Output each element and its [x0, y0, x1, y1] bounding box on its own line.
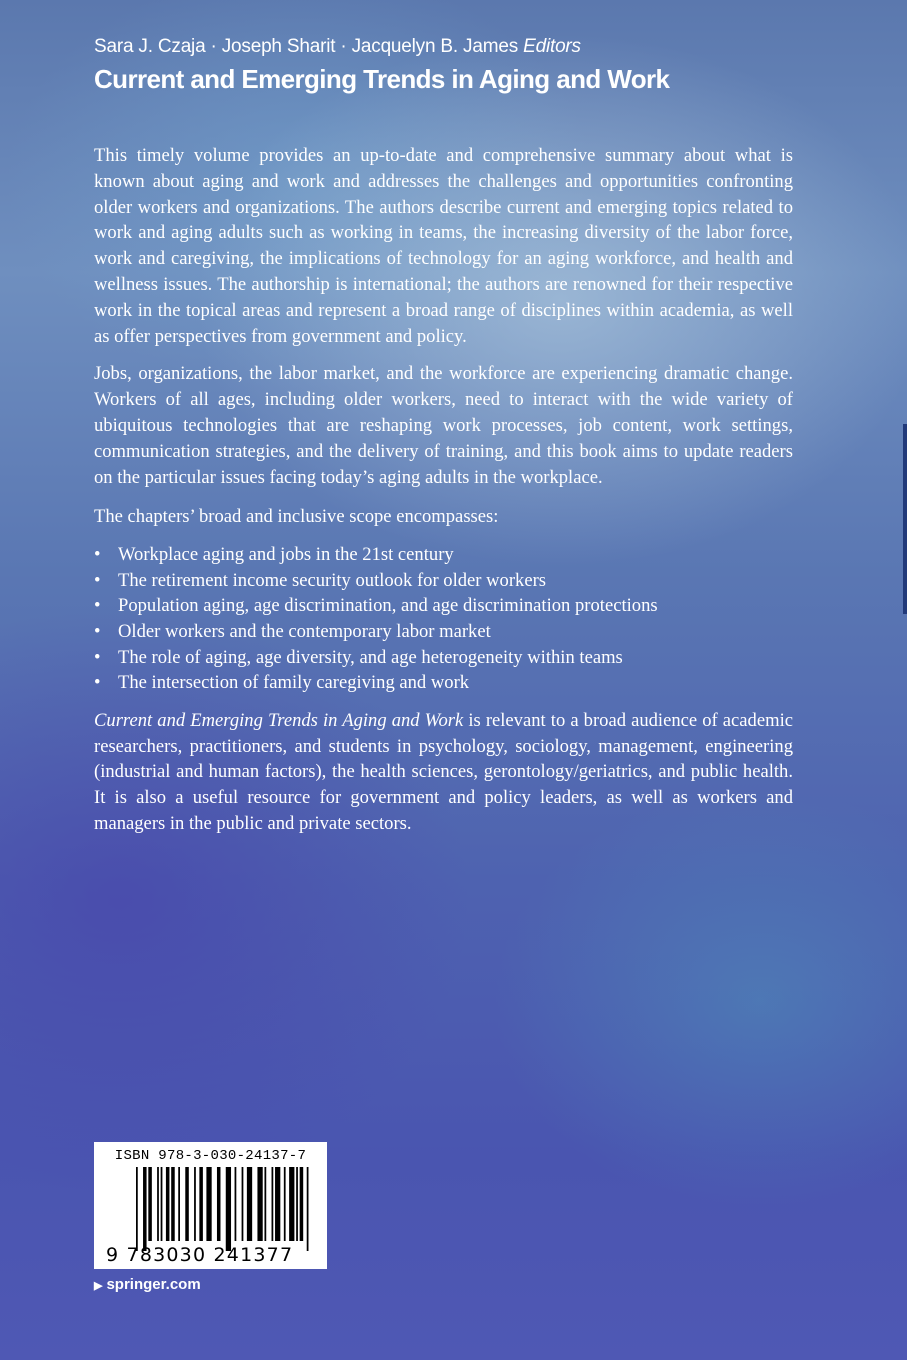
spine-edge-mark: [903, 424, 907, 614]
topic-text: The intersection of family caregiving and work: [118, 672, 470, 694]
barcode-bar: [307, 1167, 309, 1251]
barcode-bar: [296, 1167, 298, 1241]
isbn-barcode: [94, 1142, 327, 1269]
barcode-bar: [264, 1167, 266, 1241]
bullet-icon: •: [94, 672, 101, 694]
editor-names: Sara J. Czaja · Joseph Sharit · Jacquelyn B. James: [94, 36, 519, 57]
barcode-bar: [247, 1167, 252, 1241]
barcode-bar: [284, 1167, 286, 1241]
bullet-icon: •: [94, 646, 101, 668]
blurb: [94, 143, 793, 837]
barcode-bar: [199, 1167, 203, 1241]
topic-text: Population aging, age discrimination, and age discrimination protections: [118, 595, 658, 617]
barcode-bar: [242, 1167, 244, 1241]
barcode-bar: [300, 1167, 304, 1241]
barcode-bar: [157, 1167, 159, 1241]
publisher-link[interactable]: [94, 1276, 201, 1293]
description-paragraph: This timely volume provides an up-to-date and comprehensive summary about what is known about aging and work and addresses the challenges and opportunities confronting older workers and organizations. The authors describe current and emerging topics related to work and aging adults such as working in teams, the increasing diversity of the labor force, work and caregiving, the implications of technology for an aging workforce, and health and wellness issues. The authorship is international; the authors are renowned for their respective work in the topical areas and represent a broad range of disciplines within academia, as well as offer perspectives from government and policy.: [94, 145, 793, 347]
barcode-bar: [143, 1167, 147, 1251]
closing-book-title: Current and Emerging Trends in Aging and Work: [94, 709, 464, 731]
barcode-graphic: [136, 1167, 312, 1251]
list-item: [94, 568, 793, 594]
book-title: Current and Emerging Trends in Aging and Work: [94, 64, 670, 94]
barcode-bar: [148, 1167, 152, 1241]
topics-list: [94, 542, 793, 696]
list-item: [94, 645, 793, 671]
barcode-bar: [185, 1167, 189, 1241]
bullet-icon: •: [94, 620, 101, 642]
barcode-bar: [178, 1167, 180, 1241]
barcode-bar: [289, 1167, 294, 1241]
barcode-bar: [275, 1167, 280, 1241]
list-intro: The chapters’ broad and inclusive scope encompasses:: [94, 506, 499, 528]
bullet-icon: •: [94, 544, 101, 566]
bullet-icon: •: [94, 569, 101, 591]
barcode-bar: [136, 1167, 138, 1251]
barcode-bar: [217, 1167, 221, 1241]
bullet-icon: •: [94, 595, 101, 617]
topic-text: The role of aging, age diversity, and age heterogeneity within teams: [118, 646, 623, 668]
isbn-label: ISBN 978-3-030-24137-7: [114, 1148, 307, 1164]
barcode-digits: 9 783030 241377: [106, 1244, 294, 1266]
barcode-bar: [226, 1167, 231, 1251]
topic-text: Older workers and the contemporary labor market: [118, 620, 491, 642]
list-item: [94, 619, 793, 645]
description-paragraph: Jobs, organizations, the labor market, and the workforce are experiencing dramatic change. Workers of all ages, including older workers, need to interact with the wide variety of ubiquitous technologies that are reshaping work processes, job content, work settings, communication strategies, and the delivery of training, and this book aims to update readers on the particular issues facing today’s aging adults in the workplace.: [94, 363, 793, 488]
closing-paragraph: [94, 708, 793, 837]
barcode-bars: [136, 1167, 312, 1251]
barcode-bar: [206, 1167, 211, 1241]
barcode-bar: [235, 1167, 237, 1241]
barcode-bar: [166, 1167, 170, 1241]
topic-text: The retirement income security outlook for older workers: [118, 569, 547, 591]
publisher-url: springer.com: [106, 1276, 201, 1293]
barcode-bar: [257, 1167, 262, 1241]
closing-text: is relevant to a broad audience of academic researchers, practitioners, and students in psychology, sociology, management, engineering (industrial and human factors), the health sciences, gerontology/geriatrics, and public health. It is also a useful resource for government and policy leaders, as well as workers and managers in the public and private sectors.: [94, 709, 793, 834]
list-item: [94, 670, 793, 696]
barcode-bar: [194, 1167, 196, 1241]
editors-line: [94, 36, 581, 58]
editors-role: Editors: [523, 36, 581, 57]
arrow-right-icon: ▶: [94, 1280, 103, 1292]
list-item: [94, 593, 793, 619]
barcode-bar: [161, 1167, 163, 1241]
barcode-bar: [171, 1167, 175, 1241]
topic-text: Workplace aging and jobs in the 21st century: [118, 544, 454, 566]
barcode-bar: [272, 1167, 274, 1241]
list-item: [94, 542, 793, 568]
